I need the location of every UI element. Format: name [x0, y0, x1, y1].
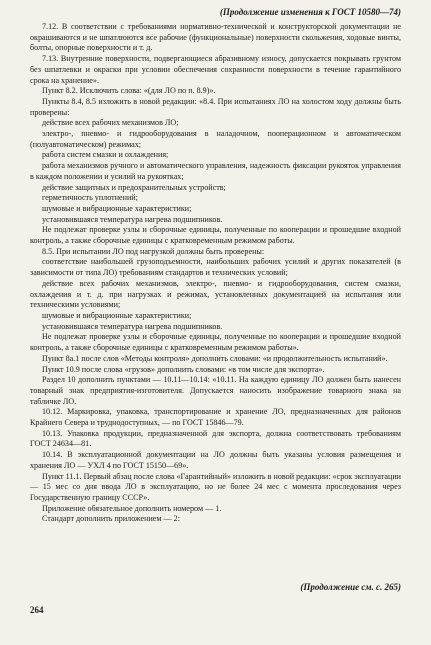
- list-item: действие всех рабочих механизмов, электро-, пневмо- и гидрооборудования, систем смазки, охлаждения и т. д. при нагрузках и режимах, установленных документацией на испытания или техническими условиями;: [30, 278, 401, 310]
- paragraph: Пункт 8а.1 после слов «Методы контроля» дополнить словами: «и продолжительность испытаний».: [42, 353, 388, 363]
- paragraph: 10.13. Упаковка продукции, предназначенной для экспорта, должна соответствовать требованиям ГОСТ 24634—81.: [30, 428, 401, 449]
- paragraph: 10.14. В эксплуатационной документации на ЛО должны быть указаны условия размещения и хранения ЛО — УХЛ 4 по ГОСТ 15150—69».: [30, 450, 401, 470]
- list-item: установившаяся температура нагрева подшипников.: [42, 214, 223, 224]
- list-item: шумовые и вибрационные характеристики;: [42, 203, 192, 213]
- paragraph: Пункт 11.1. Первый абзац после слова «Гарантийный» изложить в новой редакции: «срок эксплуатации — 15 мес со дня ввода ЛО в эксплуатацию, но не более 24 мес с момента проследования через Государственную границу СССР».: [30, 471, 401, 502]
- list-item: действие всех рабочих механизмов ЛО;: [42, 118, 179, 128]
- list-item: работа систем смазки и охлаждения;: [42, 150, 169, 160]
- paragraph: Не подлежат проверке узлы и сборочные единицы, полученные по кооперации и прошедшие входной контроль, а также сборочные единицы с кратковременным режимом работы.: [30, 225, 401, 246]
- document-body: [30, 22, 401, 525]
- paragraph: Приложение обязательное дополнить номером — 1.: [42, 503, 222, 513]
- paragraph: Не подлежат проверке узлы и сборочные единицы, полученные по кооперации и прошедшие входной контроль, а также сборочные единицы с кратковременным режимом работы».: [30, 332, 401, 353]
- page-number: 264: [30, 605, 44, 615]
- paragraph: Пункт 10.9 после слова «грузов» дополнить словами: «в том числе для экспорта».: [42, 364, 325, 374]
- list-item: герметичность уплотнений;: [42, 193, 138, 203]
- list-item: электро-, пневмо- и гидрооборудования в наладочном, пооперационном и автоматическом (полуавтоматическом) режимах;: [30, 129, 401, 149]
- page-header: (Продолжение изменения к ГОСТ 10580—74): [219, 7, 401, 17]
- paragraph: 7.12. В соответствии с требованиями нормативно-технической и конструкторской документации не окрашиваются и не шпатлюются все рабочие (функциональные) поверхности скольжения, ходовые винты, болты, опорные поверхности и т. д.: [30, 22, 401, 53]
- paragraph: Стандарт дополнить приложением — 2:: [42, 514, 180, 524]
- paragraph: Пункты 8.4, 8.5 изложить в новой редакции: «8.4. При испытаниях ЛО на холостом ходу должны быть проверены:: [30, 96, 401, 117]
- list-item: работа механизмов ручного и автоматического управления, надежность фиксации рукояток управления в каждом положении и усилий на рукоятках;: [30, 161, 401, 181]
- paragraph: 7.13. Внутренние поверхности, подвергающиеся абразивному износу, допускается покрывать грунтом без шпатлевки и окраски при условии обеспечения сохранности поверхности в течение гарантийного срока на хранение».: [30, 54, 401, 85]
- list-item: соответствие наибольшей грузоподъемности, наибольших рабочих усилий и других показателей (в зависимости от типа ЛО) требованиям стандартов и технических условий;: [30, 257, 401, 278]
- paragraph: Раздел 10 дополнить пунктами — 10.11—10.14: «10.11. На каждую единицу ЛО должен быть нанесен товарный знак предприятия-изготовителя. Допускается наносить изображение товарного знака на табличке ЛО.: [30, 375, 401, 406]
- paragraph: Пункт 8.2. Исключить слова: «(для ЛО по п. 8.9)».: [42, 86, 216, 96]
- paragraph: 10.12. Маркировка, упаковка, транспортирование и хранение ЛО, предназначенных для районов Крайнего Севера и труднодоступных, — по ГОСТ 15846—79.: [30, 407, 401, 428]
- list-item: действие защитных и предохранительных устройств;: [42, 182, 226, 192]
- paragraph: 8.5. При испытании ЛО под нагрузкой должны быть проверены:: [42, 246, 265, 256]
- list-item: шумовые и вибрационные характеристики;: [42, 310, 192, 320]
- list-item: установившаяся температура нагрева подшипников.: [42, 321, 223, 331]
- continuation-note: (Продолжение см. с. 265): [300, 582, 401, 592]
